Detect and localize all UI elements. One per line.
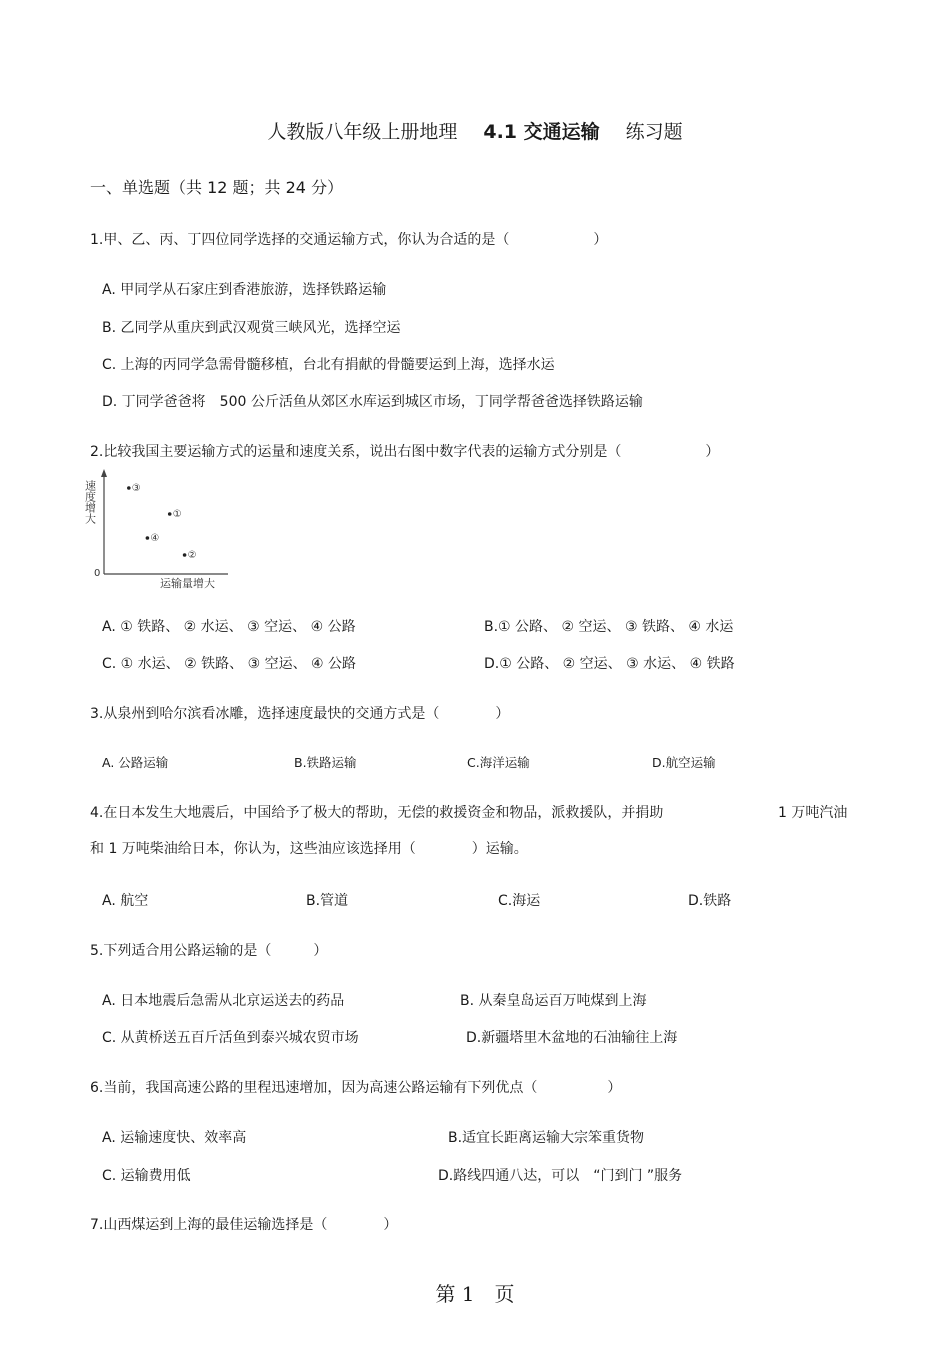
question-3-stem: 3.从泉州到哈尔滨看冰雕，选择速度最快的交通方式是（ ）: [90, 706, 510, 722]
question-4-option-b: B.管道: [306, 893, 349, 909]
question-6-option-a: A. 运输速度快、效率高: [102, 1130, 247, 1146]
question-2-option-b: B.① 公路、 ② 空运、 ③ 铁路、 ④ 水运: [484, 619, 734, 635]
question-4-stem-line2: 和 1 万吨柴油给日本，你认为，这些油应该选择用（ ）运输。: [90, 841, 528, 857]
question-6-stem: 6.当前，我国高速公路的里程迅速增加，因为高速公路运输有下列优点（ ）: [90, 1080, 622, 1096]
data-point-label-1: ③: [131, 483, 141, 494]
question-2-stem: 2.比较我国主要运输方式的运量和速度关系，说出右图中数字代表的运输方式分别是（ ）: [90, 444, 720, 460]
data-point-4: [183, 553, 187, 557]
question-3-option-a: A. 公路运输: [102, 755, 169, 770]
section-heading: 一、单选题（共 12 题；共 24 分）: [90, 178, 344, 197]
question-6-option-d: D.路线四通八达，可以 “门到门 ”服务: [438, 1168, 683, 1184]
question-1-option-c: C. 上海的丙同学急需骨髓移植，台北有捐献的骨髓要运到上海，选择水运: [102, 357, 555, 373]
data-point-label-2: ①: [172, 509, 182, 520]
question-4-option-c: C.海运: [498, 893, 541, 909]
question-1-option-d: D. 丁同学爸爸将 500 公斤活鱼从郊区水库运到城区市场，丁同学帮爸爸选择铁路运输: [102, 394, 643, 410]
question-5-option-b: B. 从秦皇岛运百万吨煤到上海: [460, 993, 647, 1009]
question-3-option-d: D.航空运输: [652, 755, 716, 770]
question-3-option-c: C.海洋运输: [467, 755, 530, 770]
page-title: 人教版八年级上册地理 4.1 交通运输 练习题: [267, 121, 683, 143]
question-1-stem: 1.甲、乙、丙、丁四位同学选择的交通运输方式，你认为合适的是（ ）: [90, 232, 608, 248]
question-3-option-b: B.铁路运输: [294, 755, 357, 770]
y-axis-label: 速度增大: [83, 480, 97, 524]
origin-label: 0: [94, 568, 101, 579]
data-point-label-4: ②: [187, 550, 197, 561]
question-1-option-a: A. 甲同学从石家庄到香港旅游，选择铁路运输: [102, 282, 387, 298]
question-5-option-d: D.新疆塔里木盆地的石油输往上海: [466, 1030, 678, 1046]
y-axis-arrow: [101, 469, 107, 477]
question-6-option-b: B.适宜长距离运输大宗笨重货物: [448, 1130, 645, 1146]
question-7-stem: 7.山西煤运到上海的最佳运输选择是（ ）: [90, 1217, 398, 1233]
question-6-option-c: C. 运输费用低: [102, 1168, 191, 1184]
page-number: 第 1 页: [435, 1282, 515, 1306]
question-2-option-d: D.① 公路、 ② 空运、 ③ 水运、 ④ 铁路: [484, 656, 735, 672]
question-4-stem-line1: 4.在日本发生大地震后，中国给予了极大的帮助，无偿的救援资金和物品，派救援队，并捐助: [90, 805, 664, 821]
question-2-option-a: A. ① 铁路、 ② 水运、 ③ 空运、 ④ 公路: [102, 619, 356, 635]
data-point-label-3: ④: [150, 533, 160, 544]
question-4-stem-line1-tail: 1 万吨汽油: [778, 805, 848, 821]
question-5-stem: 5.下列适合用公路运输的是（ ）: [90, 943, 328, 959]
x-axis-label: 运输量增大: [160, 577, 215, 590]
question-1-option-b: B. 乙同学从重庆到武汉观赏三峡风光，选择空运: [102, 320, 401, 336]
question-4-option-d: D.铁路: [688, 893, 732, 909]
data-point-2: [168, 512, 172, 516]
question-5-option-a: A. 日本地震后急需从北京运送去的药品: [102, 993, 345, 1009]
data-point-1: [127, 486, 131, 490]
question-2-option-c: C. ① 水运、 ② 铁路、 ③ 空运、 ④ 公路: [102, 656, 357, 672]
data-point-3: [146, 536, 150, 540]
speed-volume-chart: [83, 466, 233, 592]
question-5-option-c: C. 从黄桥送五百斤活鱼到泰兴城农贸市场: [102, 1030, 359, 1046]
question-4-option-a: A. 航空: [102, 893, 149, 909]
